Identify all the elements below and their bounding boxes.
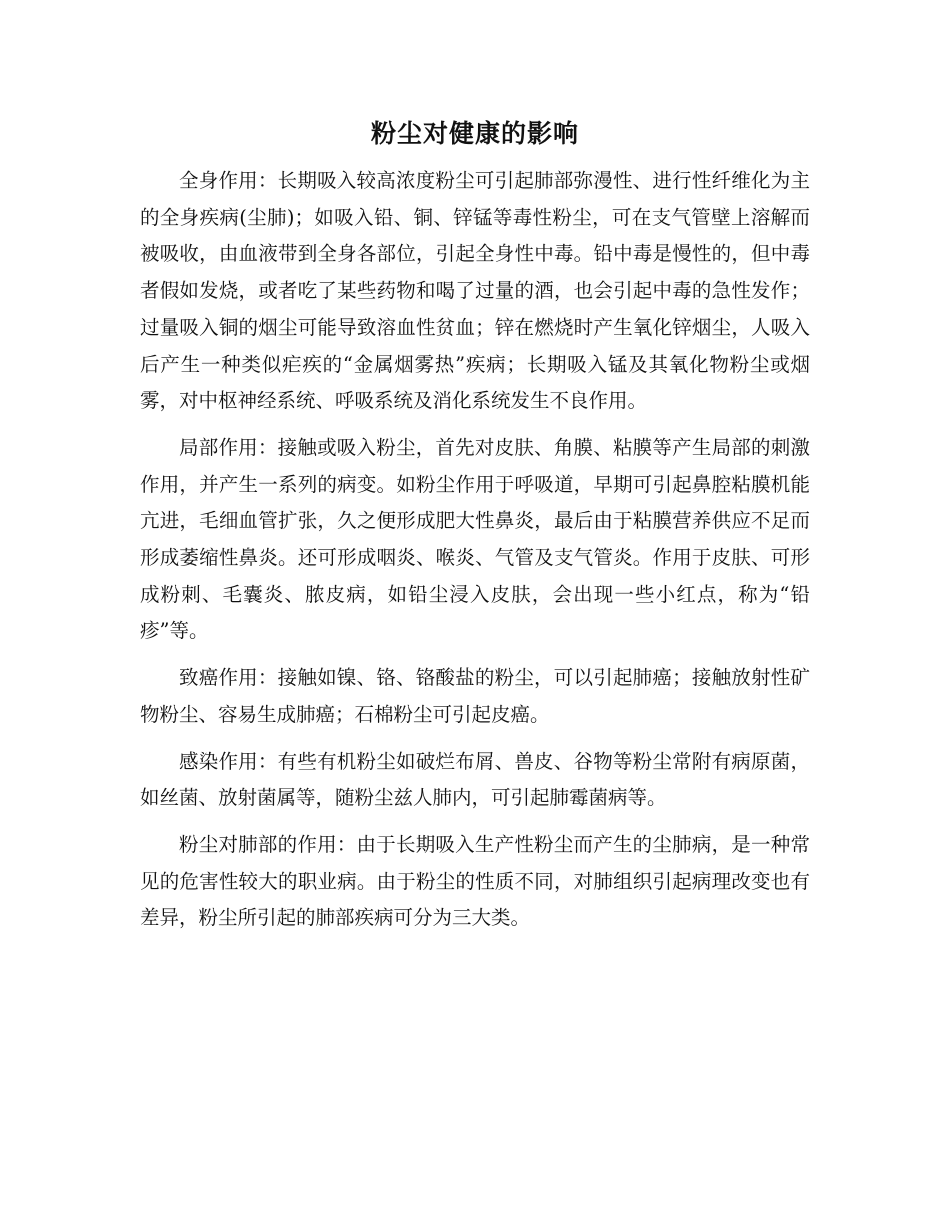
document-title: 粉尘对健康的影响	[370, 119, 579, 148]
paragraph-local-effects: 局部作用：接触或吸入粉尘，首先对皮肤、角膜、粘膜等产生局部的刺激作用，并产生一系列的病变。如粉尘作用于呼吸道，早期可引起鼻腔粘膜机能亢进，毛细血管扩张，久之便形成肥大性鼻炎，最后由于粘膜营养供应不足而形成萎缩性鼻炎。还可形成咽炎、喉炎、气管及支气管炎。作用于皮肤、可形成粉刺、毛囊炎、脓皮病，如铅尘浸入皮肤，会出现一些小红点，称为“铅疹”等。	[140, 435, 810, 643]
paragraph-systemic-effects: 全身作用：长期吸入较高浓度粉尘可引起肺部弥漫性、进行性纤维化为主的全身疾病(尘肺)；如吸入铅、铜、锌锰等毒性粉尘，可在支气管壁上溶解而被吸收，由血液带到全身各部位，引起全身性中毒。铅中毒是慢性的，但中毒者假如发烧，或者吃了某些药物和喝了过量的酒，也会引起中毒的急性发作；过量吸入铜的烟尘可能导致溶血性贫血；锌在燃烧时产生氧化锌烟尘，人吸入后产生一种类似疟疾的“金属烟雾热”疾病；长期吸入锰及其氧化物粉尘或烟雾，对中枢神经系统、呼吸系统及消化系统发生不良作用。	[140, 169, 810, 413]
paragraph-infection-effects: 感染作用：有些有机粉尘如破烂布屑、兽皮、谷物等粉尘常附有病原菌，如丝菌、放射菌属等，随粉尘兹人肺内，可引起肺霉菌病等。	[140, 749, 810, 810]
paragraph-lung-effects: 粉尘对肺部的作用：由于长期吸入生产性粉尘而产生的尘肺病，是一种常见的危害性较大的职业病。由于粉尘的性质不同，对肺组织引起病理改变也有差异，粉尘所引起的肺部疾病可分为三大类。	[140, 832, 810, 930]
paragraph-carcinogenic-effects: 致癌作用：接触如镍、铬、铬酸盐的粉尘，可以引起肺癌；接触放射性矿物粉尘、容易生成肺癌；石棉粉尘可引起皮癌。	[140, 666, 810, 726]
